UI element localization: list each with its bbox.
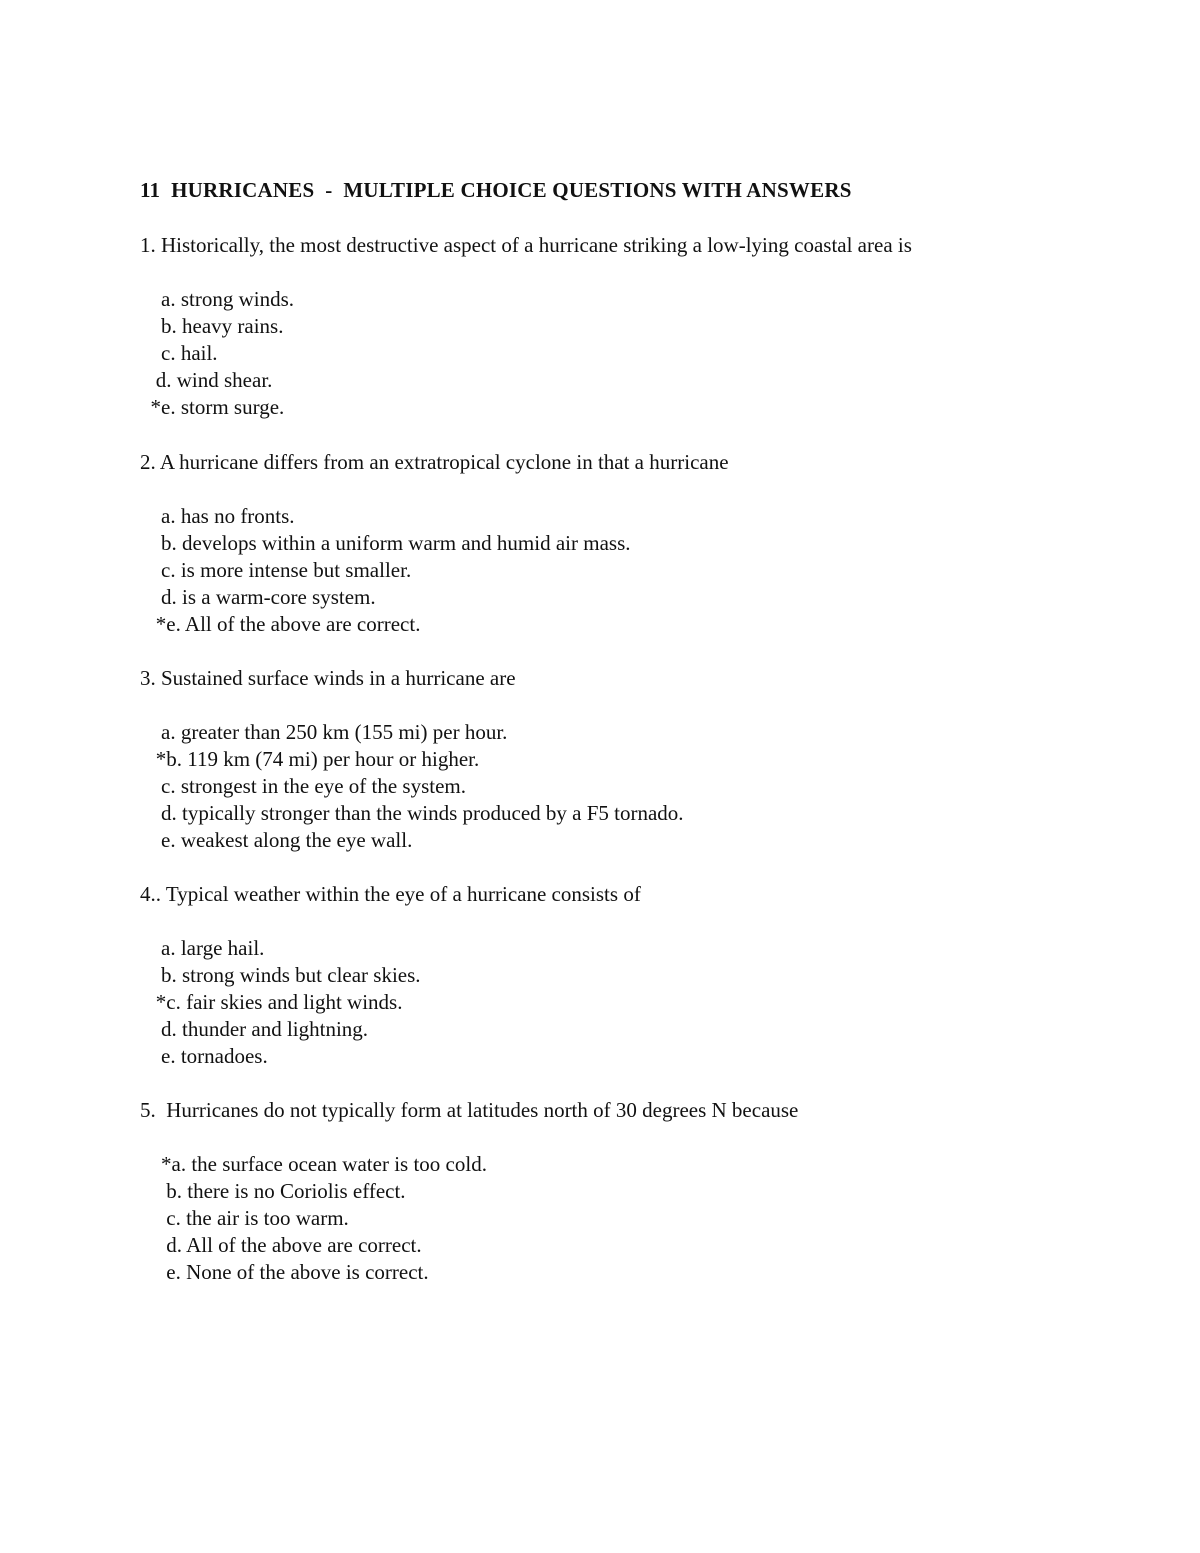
answer-option-d: d. typically stronger than the winds produced by a F5 tornado. bbox=[140, 801, 684, 825]
answer-option-a: a. greater than 250 km (155 mi) per hour. bbox=[140, 720, 508, 744]
answer-option-b: b. develops within a uniform warm and humid air mass. bbox=[140, 531, 631, 555]
answer-option-d: d. thunder and lightning. bbox=[140, 1017, 369, 1041]
answer-option-b: b. heavy rains. bbox=[140, 314, 284, 338]
answer-options bbox=[140, 1151, 1140, 1286]
answer-option-c: c. strongest in the eye of the system. bbox=[140, 774, 467, 798]
question-stem: 2. A hurricane differs from an extratropical cyclone in that a hurricane bbox=[140, 450, 729, 474]
answer-option-d: d. wind shear. bbox=[140, 368, 273, 392]
question-stem: 5. Hurricanes do not typically form at latitudes north of 30 degrees N because bbox=[140, 1098, 799, 1122]
question-1 bbox=[140, 232, 1140, 421]
answer-option-e: *e. storm surge. bbox=[140, 395, 285, 419]
answer-option-b: b. strong winds but clear skies. bbox=[140, 963, 421, 987]
answer-option-b: *b. 119 km (74 mi) per hour or higher. bbox=[140, 747, 480, 771]
answer-options bbox=[140, 935, 1140, 1070]
answer-option-d: d. All of the above are correct. bbox=[140, 1233, 422, 1257]
answer-option-c: c. the air is too warm. bbox=[140, 1206, 349, 1230]
answer-option-e: *e. All of the above are correct. bbox=[140, 612, 421, 636]
answer-option-e: e. weakest along the eye wall. bbox=[140, 828, 413, 852]
answer-option-e: e. tornadoes. bbox=[140, 1044, 268, 1068]
answer-option-d: d. is a warm-core system. bbox=[140, 585, 376, 609]
question-stem: 4.. Typical weather within the eye of a hurricane consists of bbox=[140, 882, 641, 906]
answer-option-a: a. strong winds. bbox=[140, 287, 294, 311]
document-title: 11 HURRICANES - MULTIPLE CHOICE QUESTIONS WITH ANSWERS bbox=[140, 178, 852, 202]
answer-option-c: *c. fair skies and light winds. bbox=[140, 990, 403, 1014]
question-stem: 3. Sustained surface winds in a hurricane are bbox=[140, 666, 516, 690]
answer-option-e: e. None of the above is correct. bbox=[140, 1260, 429, 1284]
answer-option-a: a. has no fronts. bbox=[140, 504, 295, 528]
answer-option-a: a. large hail. bbox=[140, 936, 265, 960]
answer-option-c: c. hail. bbox=[140, 341, 218, 365]
answer-options bbox=[140, 286, 1140, 421]
answer-option-b: b. there is no Coriolis effect. bbox=[140, 1179, 406, 1203]
answer-options bbox=[140, 719, 1140, 854]
question-3 bbox=[140, 665, 1140, 854]
question-2 bbox=[140, 449, 1140, 638]
answer-option-a: *a. the surface ocean water is too cold. bbox=[140, 1152, 487, 1176]
question-stem: 1. Historically, the most destructive aspect of a hurricane striking a low-lying coastal area is bbox=[140, 233, 912, 257]
question-4 bbox=[140, 881, 1140, 1070]
question-5 bbox=[140, 1097, 1140, 1286]
answer-option-c: c. is more intense but smaller. bbox=[140, 558, 412, 582]
answer-options bbox=[140, 503, 1140, 638]
